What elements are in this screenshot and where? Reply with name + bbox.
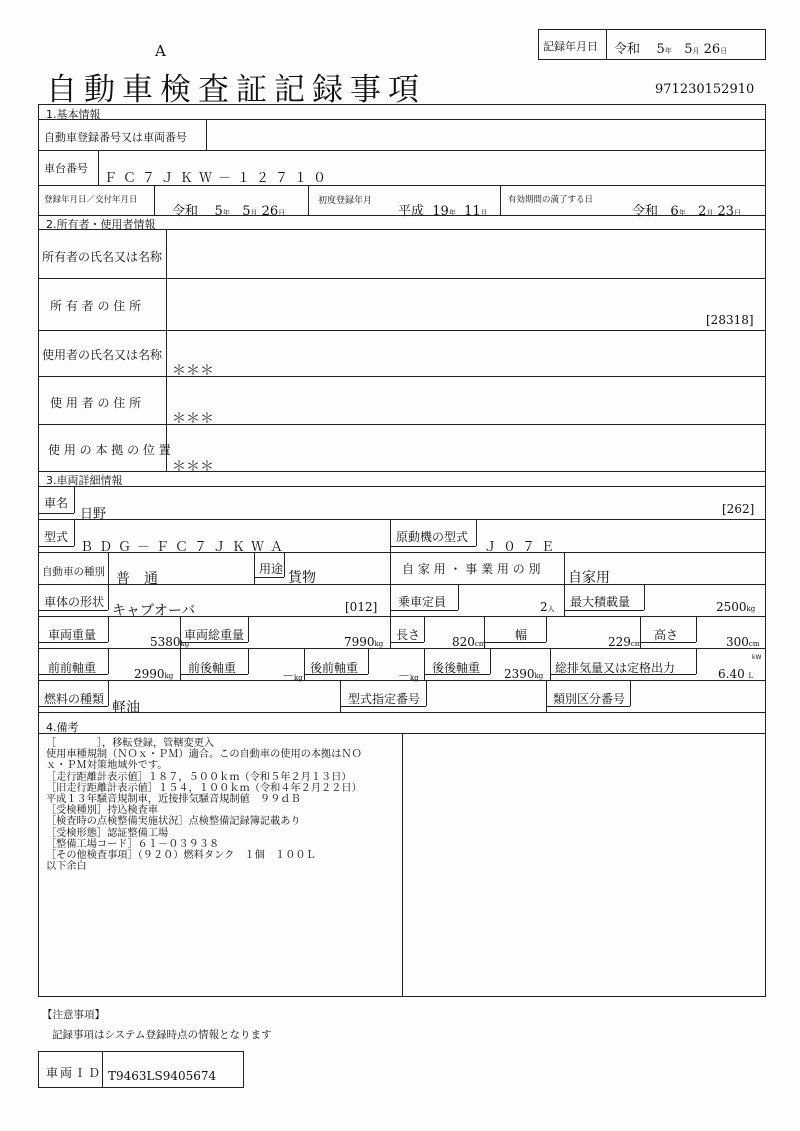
- length-value: 820cm: [452, 635, 486, 649]
- section-basic: 1.基本情報: [46, 108, 101, 121]
- remarks-line: ｘ・ＰＭ対策地域外です。: [46, 760, 168, 772]
- page-title: 自動車検査証記録事項: [46, 72, 426, 108]
- first-reg-value: 平成 19年 11月: [398, 204, 488, 219]
- remarks-line: ［走行距離計表示値］１８７，５００ｋｍ（令和５年２月１３日）: [46, 771, 352, 783]
- reg-date-value: 令和 5年 5月 26日: [172, 204, 286, 219]
- section-vehicle: 3.車両詳細情報: [46, 474, 123, 487]
- record-date-value: 令和 5年 5月 26日: [614, 42, 728, 57]
- rf-axle-label: 後前軸重: [310, 661, 359, 675]
- body-code: [012]: [345, 600, 378, 614]
- remarks-line: 使用車種規制（ＮＯｘ・ＰＭ）適合。この自動車の使用の本拠はＮＯ: [46, 749, 362, 761]
- max-load-value: 2500kg: [716, 600, 756, 614]
- model-label: 型式: [44, 530, 69, 544]
- kind-label: 自動車の種別: [42, 566, 105, 578]
- engine-label: 原動機の型式: [396, 530, 469, 544]
- owner-address-label: 所 有 者 の 住 所: [50, 299, 142, 313]
- remarks-line: ［ ］，移転登録，管轄変更入: [46, 738, 215, 749]
- height-label: 高さ: [654, 628, 679, 642]
- remarks-line: ［その他検査事項］（９２０）燃料タンク １個 １００Ｌ: [46, 850, 316, 862]
- first-reg-label: 初度登録年月: [318, 196, 373, 206]
- rr-axle-value: 2390kg: [504, 667, 544, 681]
- section-owner: 2.所有者・使用者情報: [46, 218, 156, 231]
- remarks-line: ［旧走行距離計表示値］１５４，１００ｋｍ（令和４年２月２２日）: [46, 782, 362, 794]
- width-label: 幅: [515, 628, 528, 642]
- width-value: 229cm: [608, 635, 642, 649]
- remarks-text: [46, 738, 406, 872]
- maker-code: [262]: [722, 502, 755, 516]
- length-label: 長さ: [396, 628, 421, 642]
- user-address-label: 使 用 者 の 住 所: [50, 396, 142, 410]
- rr-axle-label: 後後軸重: [432, 661, 481, 675]
- use-value: 貨物: [288, 570, 316, 586]
- maker-value: 日野: [80, 507, 107, 522]
- record-date-label: 記録年月日: [543, 40, 598, 53]
- notes-title: 【注意事項】: [42, 1009, 105, 1021]
- displacement-value: 6.40 L: [718, 667, 754, 681]
- capacity-value: 2人: [540, 600, 555, 614]
- engine-value: Ｊ０７Ｅ: [484, 540, 561, 555]
- remarks-line: 平成１３年騒音規制車，近接排気騒音規制値 ９９ｄＢ: [46, 794, 301, 806]
- weight-value: 5380kg: [150, 635, 190, 649]
- height-value: 300cm: [726, 635, 760, 649]
- class-number-label: 類別区分番号: [553, 692, 626, 706]
- rf-axle-value: －kg: [398, 669, 419, 683]
- notes-text: 記録事項はシステム登録時点の情報となります: [52, 1029, 272, 1041]
- document-number: 971230152910: [655, 82, 755, 97]
- displacement-unit-top: kW: [752, 654, 762, 661]
- expiry-label: 有効期間の満了する日: [508, 195, 594, 205]
- form-mark: A: [155, 42, 166, 60]
- reg-date-label: 登録年月日／交付年月日: [44, 195, 138, 205]
- chassis-value: ＦＣ７ＪＫＷ－１２７１０: [104, 171, 333, 186]
- private-label: 自 家 用 ・ 事 業 用 の 別: [402, 562, 541, 576]
- user-address-value: ＊＊＊: [172, 411, 214, 427]
- maker-label: 車名: [44, 496, 69, 510]
- fr-axle-value: －kg: [282, 669, 303, 683]
- chassis-label: 車台番号: [44, 162, 88, 175]
- fr-axle-label: 前後軸重: [188, 661, 237, 675]
- private-value: 自家用: [568, 570, 610, 586]
- body-label: 車体の形状: [44, 595, 105, 609]
- expiry-value: 令和 6年 2月 23日: [632, 204, 742, 219]
- remarks-line: ［整備工場コード］６１－０３９３８: [46, 838, 220, 850]
- remarks-line: ［検査時の点検整備実施状況］点検整備記録簿記載あり: [46, 816, 301, 828]
- vehicle-id-value: T9463LS9405674: [108, 1069, 217, 1083]
- ff-axle-value: 2990kg: [134, 667, 174, 681]
- base-location-label: 使 用 の 本 拠 の 位 置: [48, 443, 171, 457]
- kind-value: 普 通: [116, 571, 158, 587]
- use-label: 用途: [259, 562, 284, 576]
- gross-weight-value: 7990kg: [344, 635, 384, 649]
- body-value: キャブオーバ: [112, 603, 196, 619]
- remarks-line: ［受検形態］認証整備工場: [46, 827, 169, 839]
- fuel-label: 燃料の種類: [44, 692, 105, 706]
- remarks-line: 以下余白: [46, 861, 87, 873]
- fuel-value: 軽油: [112, 700, 140, 716]
- section-remarks: 4.備考: [46, 721, 79, 734]
- max-load-label: 最大積載量: [570, 595, 631, 609]
- remarks-line: ［受検種別］持込検査車: [46, 805, 159, 817]
- user-name-label: 使用者の氏名又は名称: [42, 348, 163, 362]
- base-location-value: ＊＊＊: [172, 459, 214, 475]
- vehicle-id-label: 車両ＩＤ: [46, 1066, 103, 1080]
- displacement-label: 総排気量又は定格出力: [555, 661, 676, 675]
- reg-number-label: 自動車登録番号又は車両番号: [44, 131, 187, 144]
- ff-axle-label: 前前軸重: [48, 661, 97, 675]
- owner-address-code: [28318]: [706, 313, 754, 327]
- type-number-label: 型式指定番号: [348, 692, 421, 706]
- gross-weight-label: 車両総重量: [184, 628, 245, 642]
- owner-name-label: 所有者の氏名又は名称: [42, 250, 163, 264]
- model-value: ＢＤＧ－ＦＣ７ＪＫＷＡ: [80, 540, 290, 555]
- weight-label: 車両重量: [48, 628, 97, 642]
- user-name-value: ＊＊＊: [172, 363, 214, 379]
- capacity-label: 乗車定員: [398, 595, 447, 609]
